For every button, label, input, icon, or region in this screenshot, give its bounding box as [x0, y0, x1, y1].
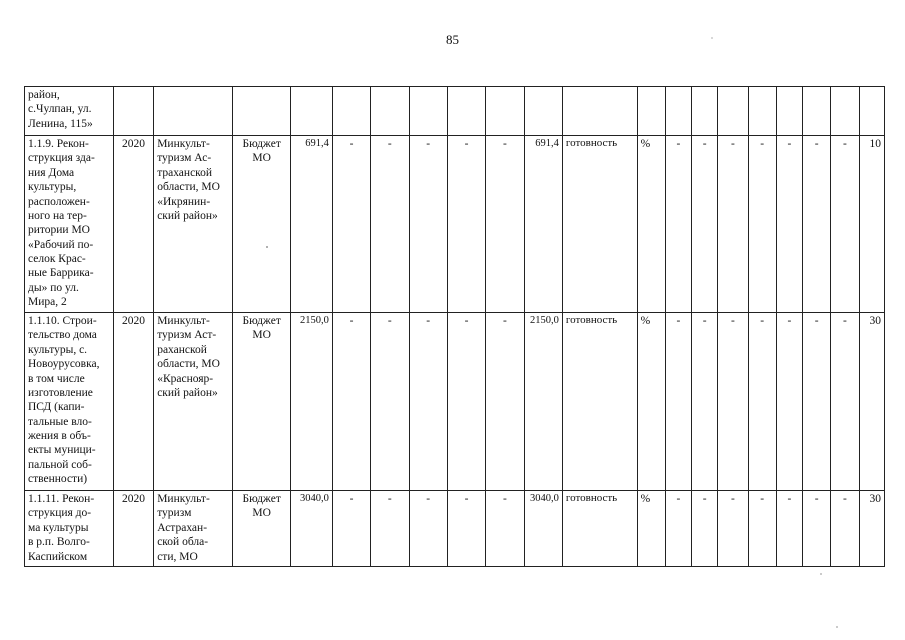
scan-speck [711, 37, 713, 39]
table-row-1-1-11 [25, 491, 885, 567]
year-amount-cell: - [371, 136, 409, 313]
empty-cell [637, 87, 665, 136]
indicator-final-value-cell: 30 [859, 313, 884, 491]
indicator-value-cell: - [748, 136, 776, 313]
indicator-value-cell: - [803, 313, 831, 491]
measure-name: 1.1.9. Рекон- струкция зда- ния Дома культуры, расположен- ного на тер- ритории МО «Рабочий по- селок Крас- ные Баррика- ды» по ул. Мира, 2 [28, 138, 95, 309]
empty-cell [371, 87, 409, 136]
amount-cell: 3040,0 [291, 491, 332, 567]
funding-source-cell [232, 136, 291, 313]
year-amount-cell: - [486, 313, 524, 491]
indicator-value-cell: - [803, 136, 831, 313]
year-cell: 2020 [113, 136, 153, 313]
empty-cell [803, 87, 831, 136]
executor-cell [154, 136, 233, 313]
funding-source: Бюджет МО [242, 493, 281, 520]
amount-cell: 2150,0 [291, 313, 332, 491]
year-amount-cell: - [409, 136, 447, 313]
year-amount-cell: - [486, 136, 524, 313]
year-amount-cell: - [409, 491, 447, 567]
indicator-value-cell: - [692, 313, 718, 491]
indicator-value-cell: - [692, 136, 718, 313]
year-amount-cell: - [332, 136, 370, 313]
funding-source: Бюджет МО [242, 315, 281, 342]
table-row-continued [25, 87, 885, 136]
scan-speck [266, 246, 268, 248]
total-cell: 2150,0 [524, 313, 562, 491]
indicator-cell: готовность [562, 136, 637, 313]
empty-cell [291, 87, 332, 136]
empty-cell [665, 87, 691, 136]
year-amount-cell: - [371, 491, 409, 567]
year-cell: 2020 [113, 491, 153, 567]
unit-cell: % [637, 136, 665, 313]
year-amount-cell: - [409, 313, 447, 491]
executor: Минкульт- туризм Ас- траханской области, МО «Икрянин- ский район» [157, 138, 220, 222]
measure-name-cell [25, 136, 114, 313]
empty-cell [692, 87, 718, 136]
funding-source-cell [232, 491, 291, 567]
indicator-value-cell: - [831, 313, 859, 491]
indicator-final-value-cell: 10 [859, 136, 884, 313]
unit-cell: % [637, 491, 665, 567]
indicator-value-cell: - [718, 313, 748, 491]
indicator-value-cell: - [776, 136, 802, 313]
measure-name-cell [25, 491, 114, 567]
table-row-1-1-10 [25, 313, 885, 491]
executor-cell [154, 491, 233, 567]
empty-cell [718, 87, 748, 136]
indicator-value-cell: - [748, 313, 776, 491]
indicator-final-value-cell: 30 [859, 491, 884, 567]
measure-name-cell [25, 313, 114, 491]
scan-speck [820, 573, 822, 575]
executor: Минкульт- туризм Аст- раханской области, МО «Краснояр- ский район» [157, 315, 220, 399]
empty-cell [524, 87, 562, 136]
year-cell: 2020 [113, 313, 153, 491]
total-cell: 691,4 [524, 136, 562, 313]
executor-cell [154, 313, 233, 491]
year-amount-cell: - [332, 491, 370, 567]
amount-cell: 691,4 [291, 136, 332, 313]
empty-cell [486, 87, 524, 136]
indicator-value-cell: - [831, 136, 859, 313]
indicator-value-cell: - [665, 136, 691, 313]
indicator-value-cell: - [748, 491, 776, 567]
indicator-value-cell: - [718, 136, 748, 313]
program-measures-table [24, 86, 885, 567]
unit-cell: % [637, 313, 665, 491]
measure-name: район, с.Чулпан, ул. Ленина, 115» [28, 89, 93, 130]
year-amount-cell: - [332, 313, 370, 491]
indicator-value-cell: - [776, 491, 802, 567]
indicator-value-cell: - [665, 313, 691, 491]
empty-cell [776, 87, 802, 136]
measure-name: 1.1.10. Строи- тельство дома культуры, с. Новоурусовка, в том числе изготовление ПСД (капи- тальные вло- жения в объ- екты муници- пальной соб- ственности) [28, 315, 100, 486]
indicator-value-cell: - [665, 491, 691, 567]
indicator-value-cell: - [803, 491, 831, 567]
year-amount-cell: - [447, 491, 485, 567]
year-amount-cell: - [447, 136, 485, 313]
empty-cell [859, 87, 884, 136]
indicator-value-cell: - [831, 491, 859, 567]
total-cell: 3040,0 [524, 491, 562, 567]
indicator-value-cell: - [692, 491, 718, 567]
indicator-value-cell: - [776, 313, 802, 491]
executor: Минкульт- туризм Астрахан- ской обла- сти, МО [157, 493, 210, 563]
empty-cell [232, 87, 291, 136]
empty-cell [748, 87, 776, 136]
empty-cell [409, 87, 447, 136]
funding-source-cell [232, 313, 291, 491]
measure-name: 1.1.11. Рекон- струкция до- ма культуры в р.п. Волго- Каспийском [28, 493, 95, 563]
page-number: 85 [446, 32, 459, 47]
indicator-cell: готовность [562, 313, 637, 491]
empty-cell [332, 87, 370, 136]
year-amount-cell: - [447, 313, 485, 491]
measure-name-cell [25, 87, 114, 136]
empty-cell [447, 87, 485, 136]
empty-cell [154, 87, 233, 136]
indicator-cell: готовность [562, 491, 637, 567]
scan-speck [836, 626, 838, 628]
empty-cell [562, 87, 637, 136]
table-row-1-1-9 [25, 136, 885, 313]
indicator-value-cell: - [718, 491, 748, 567]
year-amount-cell: - [371, 313, 409, 491]
funding-source: Бюджет МО [242, 138, 281, 165]
empty-cell [113, 87, 153, 136]
year-amount-cell: - [486, 491, 524, 567]
empty-cell [831, 87, 859, 136]
